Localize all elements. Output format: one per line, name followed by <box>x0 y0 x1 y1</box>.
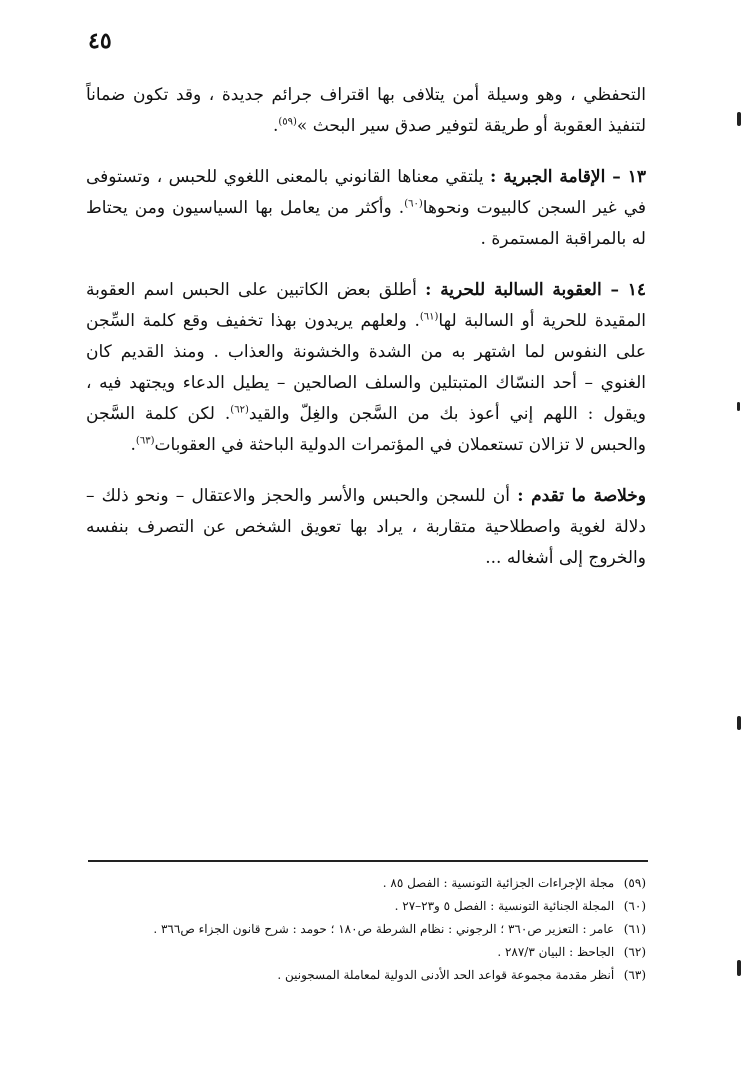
main-text <box>86 80 646 594</box>
footnote-number: (٦٣) <box>623 968 646 982</box>
paragraph-text: . ولعلهم يريدون بهذا تخفيف وقع كلمة السِّجن على النفوس لما اشتهر به من الشدة والخشونة والعذاب . ومنذ القديم كان الغنوي – أحد النسّاك المتبتلين والسلف الصالحين – يطيل الدعاء ويجتهد فيه ، ويقول : اللهم إني أعوذ بك من السَّجن والغِلّ والقيد <box>86 311 646 424</box>
footnote-item <box>86 895 646 918</box>
footnote-text: مجلة الإجراءات الجزائية التونسية : الفصل ٨٥ . <box>382 876 615 890</box>
footnote-number: (٦٠) <box>623 899 646 913</box>
scan-edge-mark <box>737 716 741 730</box>
page-number: ٤٥ <box>88 28 112 54</box>
paragraph <box>86 80 646 142</box>
paragraph-text: التحفظي ، وهو وسيلة أمن يتلافى بها اقتراف جرائم جديدة ، وقد تكون ضماناً لتنفيذ العقوبة أو طريقة لتوفير صدق سير البحث » <box>86 85 646 136</box>
footnote-number: (٥٩) <box>623 876 646 890</box>
paragraph-heading: وخلاصة ما تقدم : <box>517 486 646 506</box>
footnote-item <box>86 941 646 964</box>
paragraph-text: . لكن كلمة السَّجن والحبس لا تزالان تستعملان في المؤتمرات الدولية الباحثة في العقوبات <box>86 404 646 455</box>
scan-edge-mark <box>737 402 740 411</box>
footnote-text: أنظر مقدمة مجموعة قواعد الحد الأدنى الدولية لمعاملة المسجونين . <box>277 968 615 982</box>
footnote-text: المجلة الجنائية التونسية : الفصل ٥ و٢٣–٢٧ . <box>394 899 615 913</box>
paragraph-text: أن للسجن والحبس والأسر والحجز والاعتقال – ونحو ذلك – دلالة لغوية واصطلاحية متقاربة ، يراد بها تعويق الشخص عن التصرف بنفسه والخروج إلى أشغاله ... <box>86 486 646 568</box>
paragraph <box>86 162 646 255</box>
paragraph <box>86 481 646 574</box>
footnote-reference: (٦٣) <box>135 435 155 447</box>
footnote-reference: (٥٩) <box>278 116 297 128</box>
paragraph-text: يلتقي معناها القانوني بالمعنى اللغوي للحبس ، وتستوفى في غير السجن كالبيوت ونحوها <box>86 167 646 218</box>
footnote-text: الجاحظ : البيان ٢٨٧/٣ . <box>497 945 615 959</box>
paragraph-text: أطلق بعض الكاتبين على الحبس اسم العقوبة المقيدة للحرية أو السالبة لها <box>86 280 646 331</box>
footnote-item <box>86 964 646 987</box>
footnote-number: (٦١) <box>623 922 646 936</box>
footnote-number: (٦٢) <box>623 945 646 959</box>
paragraph-heading: ١٤ – العقوبة السالبة للحرية : <box>425 280 646 300</box>
footnote-item <box>86 918 646 941</box>
paragraph-text: . <box>130 435 136 455</box>
paragraph-heading: ١٣ – الإقامة الجبرية : <box>490 167 646 187</box>
footnotes <box>86 872 646 987</box>
footnote-text: عامر : التعزير ص٣٦٠ ؛ الرجوني : نظام الشرطة ص١٨٠ ؛ حومد : شرح قانون الجزاء ص٣٦٦ . <box>153 922 615 936</box>
footnote-reference: (٦٠) <box>404 198 423 210</box>
paragraph-text: . وأكثر من يعامل بها السياسيون ومن يحتاط له بالمراقبة المستمرة . <box>86 198 646 249</box>
paragraph <box>86 275 646 461</box>
paragraph-text: . <box>272 116 279 136</box>
footnote-reference: (٦٢) <box>230 404 249 416</box>
scan-edge-mark <box>737 960 741 976</box>
scan-edge-mark <box>737 112 741 126</box>
footnote-separator <box>88 860 648 862</box>
footnote-reference: (٦١) <box>419 311 439 323</box>
footnote-item <box>86 872 646 895</box>
